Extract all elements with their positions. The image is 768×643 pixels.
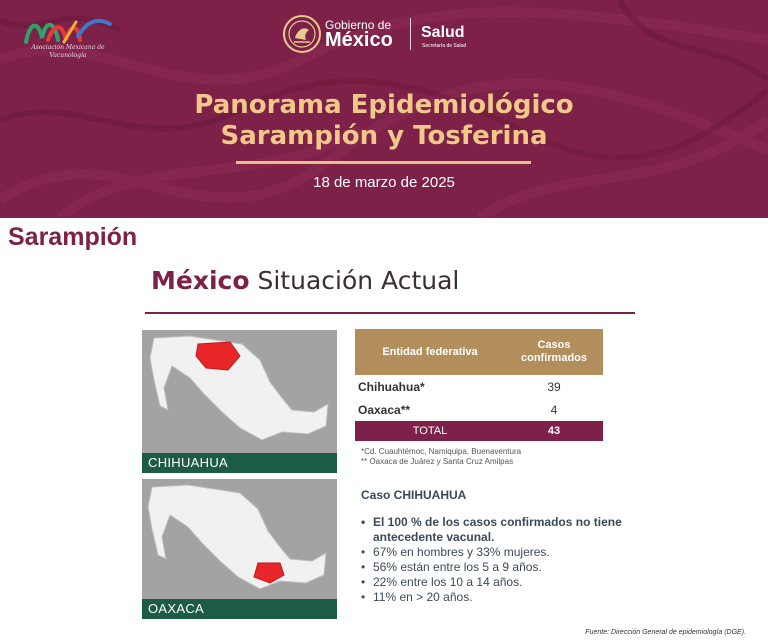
title-line2: Sarampión y Tosferina [220,121,548,151]
table-row [355,398,603,421]
list-item: • 11% en > 20 años. [361,590,639,605]
map-chihuahua [142,330,337,473]
source-note: Fuente: Dirección General de epidemiología (DGE). [585,629,746,636]
gov-line2: México [325,29,393,51]
table-total-row [355,421,603,441]
ministry-name: Salud [421,24,465,41]
table-total-cases: 43 [547,425,561,437]
table-cell-cases: 4 [550,402,558,417]
mexico-coat-of-arms-icon [282,14,322,54]
header-banner [0,0,768,218]
section-heading: Sarampión [8,223,138,251]
map-label-oaxaca: OAXACA [142,599,337,619]
table-cell-cases: 39 [547,379,561,394]
title-underline [236,161,531,164]
slide-title-rule [145,312,635,314]
case-bullets [361,515,639,605]
list-item: • 56% están entre los 5 a 9 años. [361,560,639,575]
report-date: 18 de marzo de 2025 [313,174,455,191]
map-oaxaca [142,479,337,619]
map-label-chihuahua: CHIHUAHUA [142,453,337,473]
table-row [355,375,603,398]
slide [135,252,639,643]
slide-title-bold: México [151,266,250,295]
slide-title-rest: Situación Actual [249,266,460,295]
case-title: Caso CHIHUAHUA [361,488,467,502]
table-header-cases: Casos confirmados [520,339,587,364]
title-line1: Panorama Epidemiológico [194,90,574,120]
mexico-map-chihuahua-highlight [142,330,337,453]
table-total-label: TOTAL [412,425,448,437]
slide-title [151,266,459,295]
table-header-entity: Entidad federativa [382,346,478,358]
footnote-oaxaca: ** Oaxaca de Juárez y Santa Cruz Amilpas [361,457,514,466]
cases-table [355,329,603,441]
mexico-map-oaxaca-highlight [142,479,337,599]
footnote-chihuahua: *Cd. Cuauhtémoc, Namiquipa, Buenaventura [361,447,522,456]
list-item: • 22% entre los 10 a 14 años. [361,575,639,590]
gov-line1: Gobierno de [325,18,392,32]
table-cell-entity: Oaxaca** [358,402,411,417]
ministry-subtitle: Secretaría de Salud [422,43,467,49]
table-header [355,329,603,375]
list-item: • 67% en hombres y 33% mujeres. [361,545,639,560]
amv-logo-text: Asociación Mexicana de Vacunología [31,44,105,59]
table-cell-entity: Chihuahua* [358,379,425,394]
list-item: • El 100 % de los casos confirmados no tiene antecedente vacunal. [361,515,639,545]
gov-divider [410,18,411,50]
